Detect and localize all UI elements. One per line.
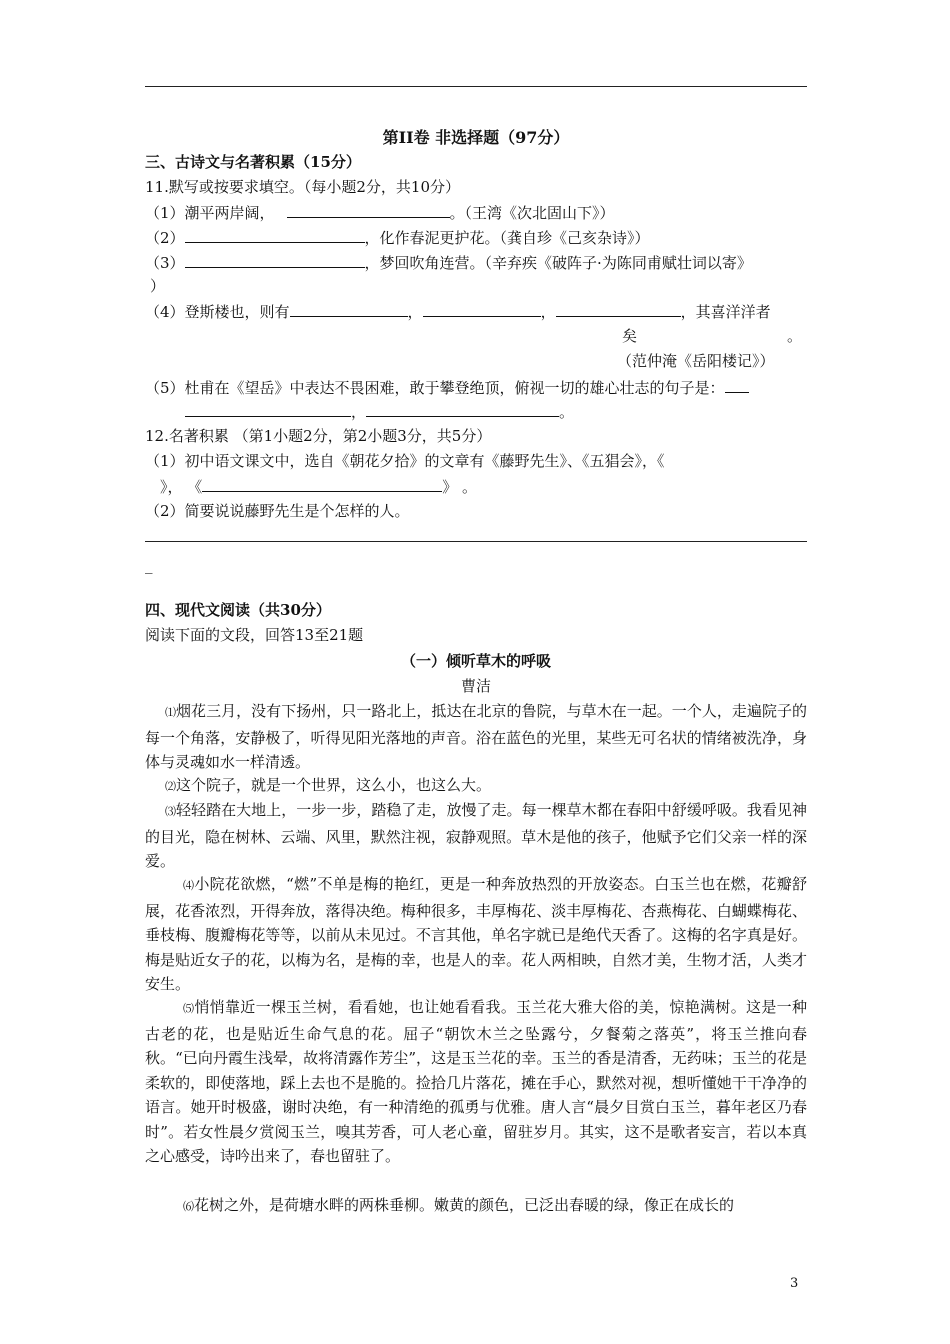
q12-item1-line2-a: 》， 《: [160, 478, 203, 496]
top-rule: [145, 86, 807, 87]
q11-item5: [145, 377, 807, 398]
paragraph-text: 小院花欲燃，“燃”不单是梅的艳红，更是一种奔放热烈的开放姿态。白玉兰也在燃，花瓣舒展，花香浓烈，开得奔放，落得决绝。梅种很多，丰厚梅花、淡丰厚梅花、杏燕梅花、白蝴蝶梅花、垂枝梅、腹瓣梅花等等，以前从未见过。不言其他，单名字就已是绝代天香了。这梅的名字真是好。梅是贴近女子的花，以梅为名，是梅的幸，也是人的幸。花人两相映，自然才美，生物才活，人类才安生。: [145, 875, 808, 993]
q11-item5-blank-1[interactable]: [185, 401, 351, 417]
part3-heading: 三、古诗文与名著积累（15分）: [145, 153, 361, 171]
q12-item2: （2）简要说说藤野先生是个怎样的人。: [145, 502, 410, 520]
q12-item1-blank[interactable]: [202, 476, 442, 492]
q11-item4-suffix: ，其喜洋洋者: [680, 303, 771, 321]
article-paragraph-5: [145, 995, 807, 1169]
part4-intro: 阅读下面的文段，回答13至21题: [145, 626, 364, 644]
q11-item5-sep: ，: [351, 403, 367, 421]
q11-item1: [145, 202, 807, 223]
paragraph-text: 花树之外，是荷塘水畔的两株垂柳。嫩黄的颜色，已泛出春暖的绿，像正在成长的: [194, 1196, 735, 1214]
q11-item1-blank[interactable]: [287, 202, 450, 218]
q11-item5-line2: [185, 401, 847, 422]
article-author: 曹洁: [460, 677, 491, 695]
q11-item4-sep2: ，: [540, 303, 556, 321]
article-paragraph-3: [145, 798, 807, 874]
q11-item4-prefix: （4）登斯楼也，则有: [145, 303, 290, 321]
q11-item1-suffix: 。（王湾《次北固山下》）: [449, 204, 615, 222]
paragraph-number: ⑸: [183, 1002, 195, 1015]
q11-item4-source: （范仲淹《岳阳楼记》）: [617, 352, 775, 370]
q11-item3-suffix: ，梦回吹角连营。（辛弃疾《破阵子·为陈同甫赋壮词以寄》: [364, 254, 752, 272]
paragraph-text: 悄悄靠近一棵玉兰树，看看她，也让她看看我。玉兰花大雅大俗的美，惊艳满树。这是一种古老的花，也是贴近生命气息的花。屈子“朝饮木兰之坠露兮，夕餐菊之落英”，将玉兰推向春秋。“已向丹霞生浅晕，故将清露作芳尘”，这是玉兰花的幸。玉兰的香是清香，无药味；玉兰的花是柔软的，即使落地，踩上去也不是脆的。捡拾几片落花，摊在手心，默然对视，想听懂她干干净净的语言。她开时极盛，谢时决绝，有一种清绝的孤勇与优雅。唐人言“晨夕目赏白玉兰，暮年老区乃春时”。若女性晨夕赏阅玉兰，嗅其芳香，可人老心童，留驻岁月。其实，这不是歌者妄言，若以本真之心感受，诗吟出来了，春也留驻了。: [145, 998, 807, 1165]
q11-item2: [145, 227, 807, 248]
q11-item4-blank-1[interactable]: [290, 301, 408, 317]
article-paragraph-1: [145, 699, 807, 775]
q11-item1-prefix: （1）潮平两岸阔，: [145, 204, 275, 222]
q11-item4-sep1: ，: [407, 303, 423, 321]
q11-item4-period: 。: [787, 327, 803, 345]
answer-rule: [145, 541, 807, 542]
q11-item3-blank[interactable]: [185, 252, 365, 268]
q11-item4-blank-3[interactable]: [556, 301, 681, 317]
q11-item2-suffix: ，化作春泥更护花。（龚自珍《己亥杂诗》）: [364, 229, 650, 247]
paragraph-number: ⑵: [165, 780, 176, 793]
article-paragraph-6: [145, 1193, 807, 1217]
q11-item5-blank-0[interactable]: [725, 377, 749, 393]
q11-item2-blank[interactable]: [185, 227, 365, 243]
q11-item3-wrap: ）: [150, 277, 166, 295]
article-title: （一）倾听草木的呼吸: [400, 652, 551, 670]
part4-heading: 四、现代文阅读（共30分）: [145, 601, 331, 619]
paragraph-number: ⑹: [183, 1200, 194, 1213]
q11-item5-end: 。: [559, 403, 575, 421]
q12-item1-line1: （1）初中语文课文中，选自《朝花夕拾》的文章有《藤野先生》、《五猖会》，《: [145, 452, 665, 470]
page-number: 3: [790, 1276, 799, 1291]
paragraph-number: ⑷: [183, 879, 195, 892]
q11-item5-blank-2[interactable]: [366, 401, 559, 417]
stray-mark: _: [145, 556, 153, 574]
q11-item2-prefix: （2）: [145, 229, 185, 247]
paragraph-text: 这个院子，就是一个世界，这么小，也这么大。: [176, 776, 492, 794]
q11-item3: [145, 252, 807, 273]
paragraph-text: 烟花三月，没有下扬州，只一路北上，抵达在北京的鲁院，与草木在一起。一个人，走遍院子的每一个角落，安静极了，听得见阳光落地的声音。浴在蓝色的光里，某些无可名状的情绪被洗净，身体与灵魂如水一样清透。: [145, 702, 807, 771]
q11-item4-blank-2[interactable]: [423, 301, 541, 317]
paragraph-number: ⑴: [165, 706, 177, 719]
q11-item5-text: （5）杜甫在《望岳》中表达不畏困难，敢于攀登绝顶，俯视一切的雄心壮志的句子是：: [145, 379, 725, 397]
paragraph-number: ⑶: [165, 805, 177, 818]
q11-item4: [145, 301, 807, 322]
article-paragraph-4: [145, 872, 807, 997]
article-paragraph-2: [145, 773, 807, 800]
q12-item1-line2-b: 》 。: [442, 478, 478, 496]
q11-stem: 11.默写或按要求填空。（每小题2分，共10分）: [145, 178, 460, 196]
section-title: 第II卷 非选择题（97分）: [382, 128, 570, 147]
q11-item4-line2: 矣: [622, 327, 638, 345]
q11-item3-prefix: （3）: [145, 254, 185, 272]
paragraph-text: 轻轻踏在大地上，一步一步，踏稳了走，放慢了走。每一棵草木都在春阳中舒缓呼吸。我看见神的目光，隐在树林、云端、风里，默然注视，寂静观照。草木是他的孩子，他赋予它们父亲一样的深爱。: [145, 801, 807, 870]
q12-item1-line2: [160, 476, 822, 497]
q12-stem: 12.名著积累 （第1小题2分，第2小题3分，共5分）: [145, 427, 492, 445]
